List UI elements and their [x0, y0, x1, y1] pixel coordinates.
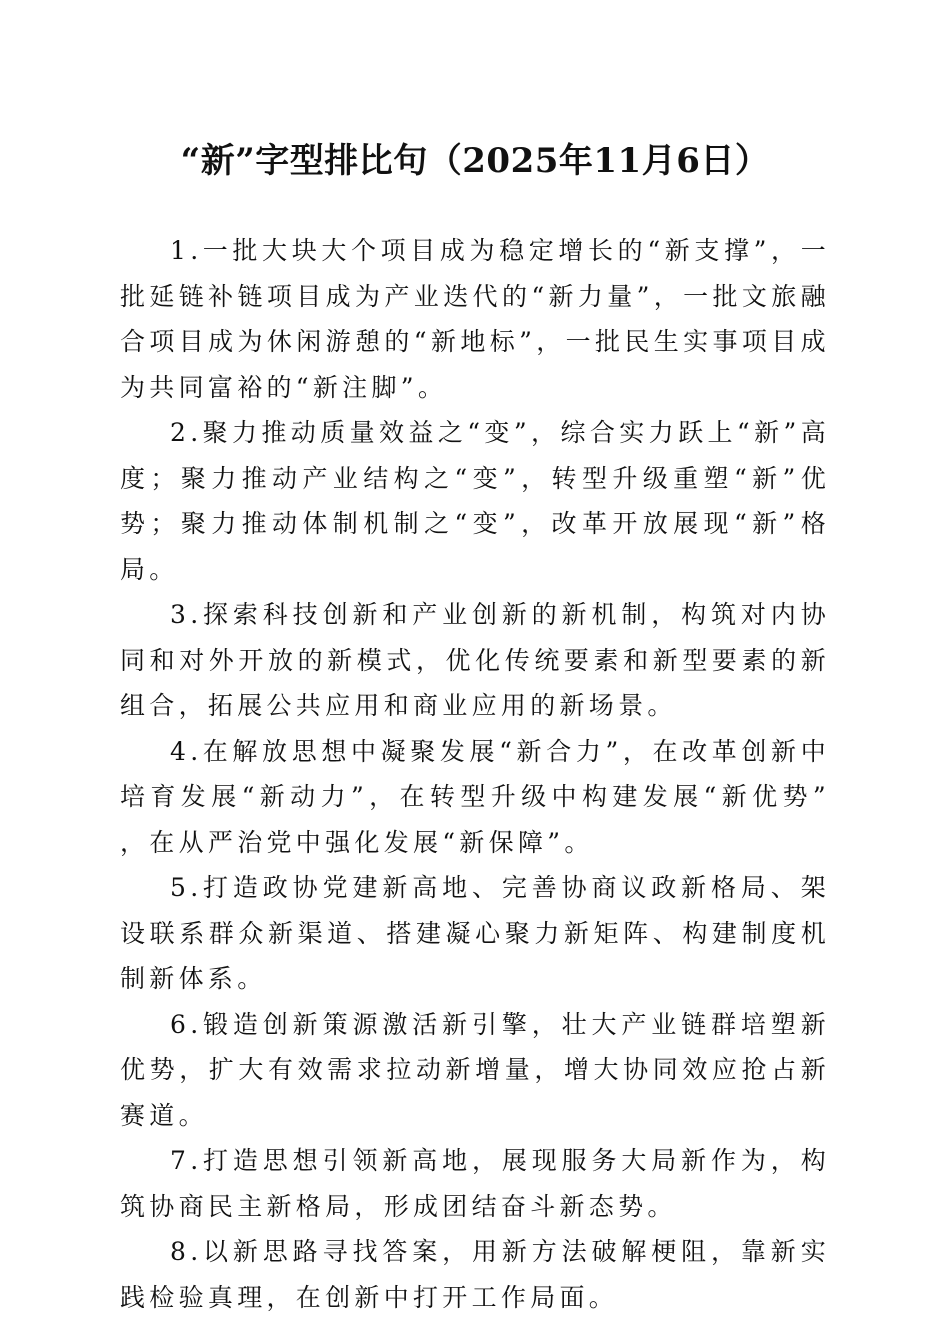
paragraph-5: 5.打造政协党建新高地、完善协商议政新格局、架设联系群众新渠道、搭建凝心聚力新矩阵、构建制度机制新体系。: [120, 873, 830, 993]
paragraph-3: 3.探索科技创新和产业创新的新机制，构筑对内协同和对外开放的新模式，优化传统要素和新型要素的新组合，拓展公共应用和商业应用的新场景。: [120, 600, 830, 720]
paragraph-4: 4.在解放思想中凝聚发展“新合力”，在改革创新中培育发展“新动力”，在转型升级中构建发展“新优势”，在从严治党中强化发展“新保障”。: [120, 736, 830, 857]
paragraph-2: 2.聚力推动质量效益之“变”，综合实力跃上“新”高度；聚力推动产业结构之“变”，转型升级重塑“新”优势；聚力推动体制机制之“变”，改革开放展现“新”格局。: [120, 418, 830, 584]
document-title: “新”字型排比句（2025年11月6日）: [180, 141, 770, 181]
paragraph-1: 1.一批大块大个项目成为稳定增长的“新支撑”，一批延链补链项目成为产业迭代的“新力量”，一批文旅融合项目成为休闲游憩的“新地标”，一批民生实事项目成为共同富裕的“新注脚”。: [120, 236, 830, 402]
paragraph-8: 8.以新思路寻找答案，用新方法破解梗阻，靠新实践检验真理，在创新中打开工作局面。: [120, 1237, 830, 1312]
paragraph-6: 6.锻造创新策源激活新引擎，壮大产业链群培塑新优势，扩大有效需求拉动新增量，增大协同效应抢占新赛道。: [120, 1009, 830, 1130]
document-body: [120, 228, 830, 1320]
paragraph-7: 7.打造思想引领新高地，展现服务大局新作为，构筑协商民主新格局，形成团结奋斗新态势。: [120, 1146, 830, 1221]
